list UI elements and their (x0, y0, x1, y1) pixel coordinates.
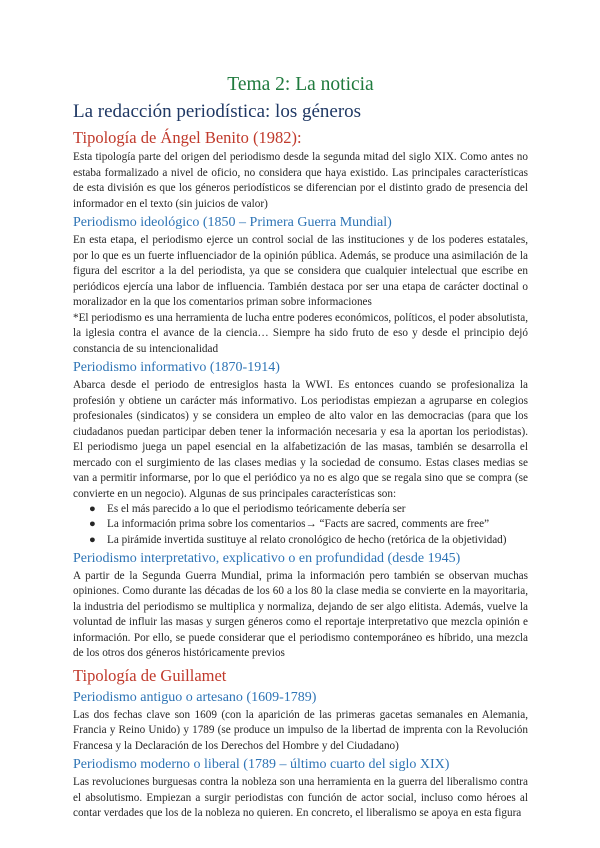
paragraph-informativo: Abarca desde el periodo de entresiglos hasta la WWI. Es entonces cuando se profesionaliza la profesión y obtiene un carácter más informativo. Los periodistas empiezan a agruparse en colegios profesionales (sindicatos) y se considera un empleo de alto valor en las democracias (para que los ciudadanos puedan participar deben tener la información necesaria y esa la aportan los periodistas). El periodismo juega un papel esencial en la alfabetización de las masas, también se desarrolla el mercado con el surgimiento de las clases medias y la sociedad de consumo. Estas clases medias se van a permitir informarse, por lo que el periódico ya no es algo que se regala sino que se compra (se convierte en un negocio). Algunas de sus principales características son: (73, 379, 528, 500)
paragraph-ideologico: En esta etapa, el periodismo ejerce un control social de las instituciones y de los poderes estatales, por lo que es un fuerte influenciador de la opinión pública. Además, se produce una asimilación de la figura del escritor a la del periodista, ya que se considera que cualquier intelectual que escribe en periódicos ejercía una labor de influencia. También destaca por ser una etapa de carácter doctinal o moralizador en la que los comentarios priman sobre informaciones (73, 234, 528, 308)
list-item (89, 517, 528, 532)
bullet-icon: ● (89, 518, 96, 531)
list-item (89, 502, 528, 517)
main-heading: La redacción periodística: los géneros (73, 101, 362, 122)
subheading-periodismo-interpretativo: Periodismo interpretativo, explicativo o en profundidad (desde 1945) (73, 550, 461, 566)
paragraph-interpretativo: A partir de la Segunda Guerra Mundial, prima la información pero también se observan muchas opiniones. Como durante las décadas de los 60 a los 80 la clase media se convierte en la mayoritaria, la industria del periodismo se multiplica y normaliza, dejando de ser algo elitista. Además, vuelve la voluntad de influir las masas y surgen géneros como el reportaje interpretativo que mezcla opinión e información. Por ello, se puede considerar que el periodismo contemporáneo es híbrido, una mezcla de los otros dos géneros históricamente previos (73, 569, 528, 660)
subheading-periodismo-informativo: Periodismo informativo (1870-1914) (73, 360, 280, 375)
section-heading-guillamet: Tipología de Guillamet (73, 665, 227, 685)
list-item (89, 533, 528, 548)
section-intro-paragraph: Esta tipología parte del origen del periodismo desde la segunda mitad del siglo XIX. Como antes no estaba formalizado a nivel de oficio, no considera que haya existido. Las principales características de esta división es que los géneros periodísticos se diferencian por el distinto grado de presencia del informador en el texto (sin juicios de valor) (73, 151, 528, 210)
list-item-text: Es el más parecido a lo que el periodismo teóricamente debería ser (107, 503, 406, 515)
list-item-text: La información prima sobre los comentarios→ “Facts are sacred, comments are free” (107, 518, 490, 531)
paragraph-ideologico-note: *El periodismo es una herramienta de lucha entre poderes económicos, políticos, el poder absolutista, la iglesia contra el avance de la ciencia… Siempre ha sido fruto de eso y desde el principio dejó constancia de su intencionalidad (73, 311, 528, 355)
subheading-periodismo-moderno: Periodismo moderno o liberal (1789 – último cuarto del siglo XIX) (73, 757, 450, 773)
bullet-icon: ● (89, 503, 96, 515)
paragraph-moderno: Las revoluciones burguesas contra la nobleza son una herramienta en la guerra del liberalismo contra el absolutismo. Empiezan a surgir periodistas con función de actor social, incluso como héroes al contar verdades que los de la nobleza no quieren. En concreto, el liberalismo se apoya en esta figura (73, 776, 528, 820)
list-item-text: La pirámide invertida sustituye al relato cronológico de hecho (retórica de la objetividad) (107, 533, 507, 546)
subheading-periodismo-ideologico: Periodismo ideológico (1850 – Primera Guerra Mundial) (73, 215, 392, 230)
subheading-periodismo-antiguo: Periodismo antiguo o artesano (1609-1789) (73, 689, 317, 705)
bullet-icon: ● (89, 533, 96, 546)
characteristics-list (73, 502, 528, 548)
document-title: Tema 2: La noticia (227, 74, 374, 95)
paragraph-antiguo: Las dos fechas clave son 1609 (con la aparición de las primeras gacetas semanales en Alemania, Francia y Reino Unido) y 1789 (se produce un impulso de la libertad de imprenta con la Revolución Francesa y la Declaración de los Derechos del Hombre y del Ciudadano) (73, 708, 528, 752)
section-heading-benito: Tipología de Ángel Benito (1982): (73, 128, 302, 147)
